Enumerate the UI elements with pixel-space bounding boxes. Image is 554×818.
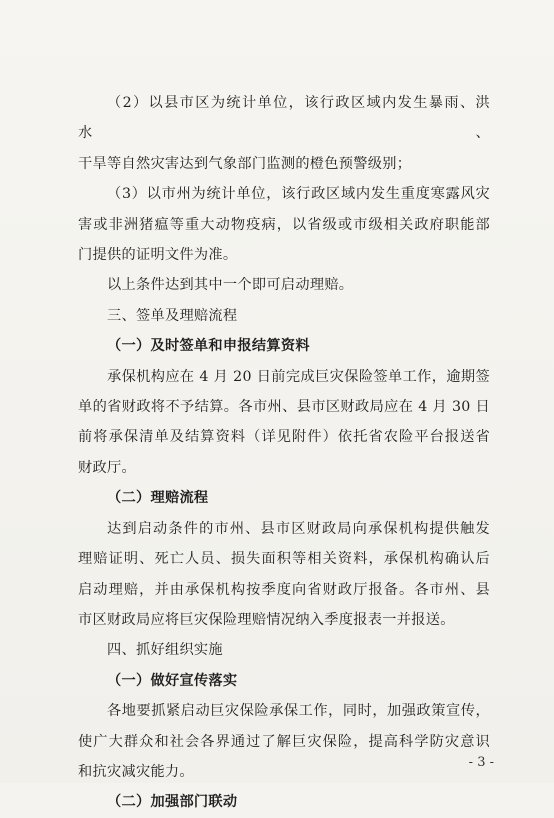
paragraph-line: 使广大群众和社会各界通过了解巨灾保险，提高科学防灾意识 <box>78 733 490 750</box>
paragraph-line: 达到启动条件的市州、县市区财政局向承保机构提供触发 <box>107 520 490 537</box>
paragraph-line: 承保机构应在 4 月 20 日前完成巨灾保险签单工作，逾期签 <box>107 368 490 385</box>
subsection-heading: （二）加强部门联动 <box>107 794 238 811</box>
subsection-heading: （一）做好宣传落实 <box>107 672 238 689</box>
section-heading: 四、抓好组织实施 <box>107 642 223 659</box>
paragraph-line: 和抗灾减灾能力。 <box>78 763 194 780</box>
page-number: - 3 - <box>468 755 494 770</box>
paragraph-line: 财政厅。 <box>78 459 136 476</box>
paragraph-line: 理赔证明、死亡人员、损失面积等相关资料，承保机构确认后 <box>78 551 490 568</box>
paragraph-line: 门提供的证明文件为准。 <box>78 247 238 264</box>
paragraph-line: 各地要抓紧启动巨灾保险承保工作，同时，加强政策宣传， <box>107 703 490 720</box>
paragraph-line: （3）以市州为统计单位，该行政区域内发生重度寒露风灾 <box>107 186 490 203</box>
paragraph-line: 以上条件达到其中一个即可启动理赔。 <box>107 277 354 294</box>
section-heading: 三、签单及理赔流程 <box>107 307 238 324</box>
paragraph-line: 单的省财政将不予结算。各市州、县市区财政局应在 4 月 30 日 <box>78 399 490 416</box>
paragraph-line: （2）以县市区为统计单位，该行政区域内发生暴雨、洪水、 <box>78 95 490 142</box>
subsection-heading: （一）及时签单和申报结算资料 <box>107 338 310 355</box>
paragraph-line: 害或非洲猪瘟等重大动物疫病，以省级或市级相关政府职能部 <box>78 216 490 233</box>
document-body <box>78 88 490 818</box>
paragraph-line: 干旱等自然灾害达到气象部门监测的橙色预警级别； <box>78 155 412 172</box>
paragraph-line: 市区财政局应将巨灾保险理赔情况纳入季度报表一并报送。 <box>78 611 455 628</box>
paragraph-line: 前将承保清单及结算资料（详见附件）依托省农险平台报送省 <box>78 429 490 446</box>
subsection-heading: （二）理赔流程 <box>107 490 209 507</box>
paragraph-line: 启动理赔，并由承保机构按季度向省财政厅报备。各市州、县 <box>78 581 490 598</box>
